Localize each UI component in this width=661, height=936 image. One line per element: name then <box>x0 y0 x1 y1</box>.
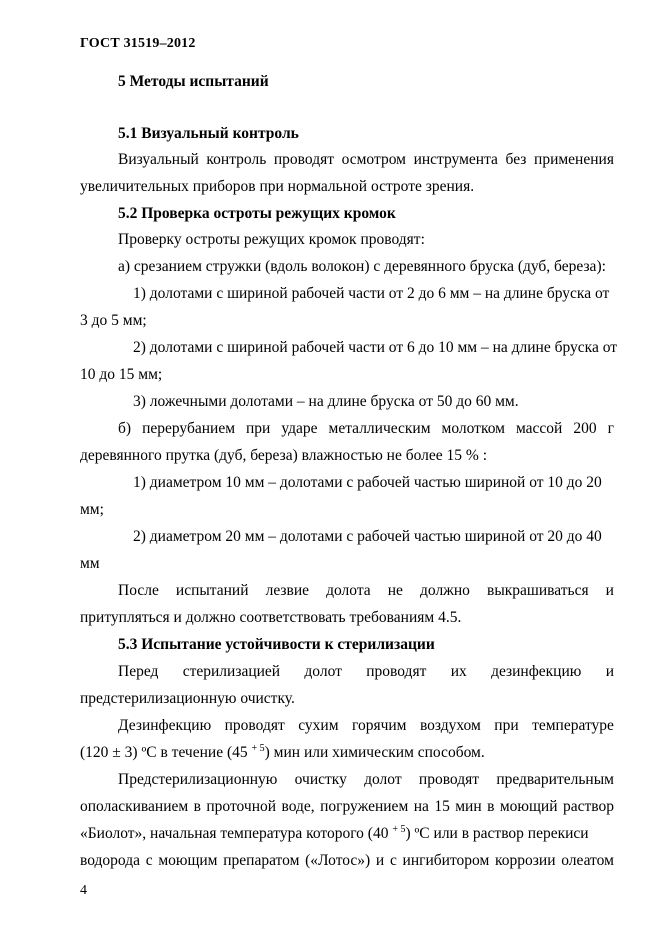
word: на <box>413 798 429 815</box>
word: инструмента <box>413 151 498 168</box>
word: в <box>487 798 495 815</box>
item-a2-line-1: 2) долотами с шириной рабочей части от 6 до 10 мм – на длине бруска от <box>133 339 618 356</box>
word: б) <box>118 420 132 437</box>
word: проводят <box>418 771 480 788</box>
section-5-3-para-1-line-2: предстерилизационную очистку. <box>80 690 295 707</box>
section-5-3-para-3-line-2 <box>80 797 614 817</box>
tolerance-superscript: + 5 <box>251 743 265 754</box>
word: должно <box>420 582 470 599</box>
word: Перед <box>118 663 159 680</box>
word: моющим <box>158 852 218 869</box>
word: долота <box>326 582 371 599</box>
word: и <box>605 582 614 599</box>
word: После <box>118 582 159 599</box>
word: дезинфекцию <box>491 663 582 680</box>
word: проточной <box>206 798 277 815</box>
word: мин <box>455 798 482 815</box>
word: очистку <box>294 771 347 788</box>
word: 15 <box>434 798 450 815</box>
word: контроль <box>206 151 267 168</box>
word: коррозии <box>495 852 556 869</box>
word: и <box>375 852 385 869</box>
section-5-2-title: 5.2 Проверка остроты режущих кромок <box>118 205 396 222</box>
word: выкрашиваться <box>487 582 589 599</box>
word: долот <box>364 771 402 788</box>
word: Предстерилизационную <box>118 771 278 788</box>
word: сухим <box>298 717 339 734</box>
word: водорода <box>80 852 140 869</box>
word: ополаскиванием <box>80 798 189 815</box>
word: Дезинфекцию <box>118 717 212 734</box>
text-run: ) мин или химическим способом. <box>264 744 485 761</box>
item-a2-line-2: 10 до 15 мм; <box>80 366 163 383</box>
item-b1-line-2: мм; <box>80 501 104 518</box>
word: препаратом <box>223 852 300 869</box>
item-b2-line-2: мм <box>80 555 100 572</box>
word: не <box>387 582 403 599</box>
tolerance-superscript: + 5 <box>392 824 406 835</box>
word: с <box>389 852 397 869</box>
word: г <box>607 420 614 437</box>
word: лезвие <box>265 582 310 599</box>
word: («Лотос») <box>305 852 371 869</box>
word: воздухом <box>419 717 481 734</box>
word: перерубанием <box>142 420 236 437</box>
word: стерилизацией <box>182 663 281 680</box>
word: в <box>193 798 201 815</box>
section-5-1-title: 5.1 Визуальный контроль <box>118 125 299 142</box>
after-test-para-line-2: притупляться и должно соответствовать требованиям 4.5. <box>80 609 462 626</box>
word: осмотром <box>341 151 406 168</box>
section-5-3-para-1-line-1 <box>118 662 614 682</box>
word: 200 <box>573 420 597 437</box>
word: Визуальный <box>118 151 199 168</box>
section-5-3-title: 5.3 Испытание устойчивости к стерилизации <box>118 636 435 653</box>
item-b-line-1 <box>118 419 614 439</box>
word: применения <box>534 151 614 168</box>
word: проводят <box>366 663 427 680</box>
word: горячим <box>351 717 407 734</box>
word: ингибитором <box>402 852 490 869</box>
word: при <box>246 420 271 437</box>
item-a3: 3) ложечными долотами – на длине бруска от 50 до 60 мм. <box>133 393 519 410</box>
word: испытаний <box>175 582 249 599</box>
item-a1-line-1: 1) долотами с шириной рабочей части от 2 до 6 мм – на длине бруска от <box>133 285 610 302</box>
word: температуре <box>532 717 614 734</box>
section-5-3-para-3-line-3 <box>80 824 589 844</box>
document-header: ГОСТ 31519–2012 <box>80 36 196 51</box>
word: моющий <box>499 798 558 815</box>
item-b-line-2: деревянного прутка (дуб, береза) влажностью не более 15 % : <box>80 447 488 464</box>
item-b2-line-1: 2) диаметром 20 мм – долотами с рабочей частью шириной от 20 до 40 <box>133 528 602 545</box>
word: раствор <box>562 798 614 815</box>
after-test-para-line-1 <box>118 581 614 601</box>
word: с <box>145 852 153 869</box>
section-5-1-para-line-2: увеличительных приборов при нормальной остроте зрения. <box>80 178 475 195</box>
word: при <box>494 717 519 734</box>
item-a: а) срезанием стружки (вдоль волокон) с деревянного бруска (дуб, береза): <box>118 258 606 275</box>
text-run: ) ºС или в раствор перекиси <box>405 825 589 842</box>
word: долот <box>304 663 342 680</box>
word: погружением <box>320 798 409 815</box>
text-run: (120 ± 3) ºС в течение (45 <box>80 744 252 761</box>
item-a1-line-2: 3 до 5 мм; <box>80 312 147 329</box>
section-5-1-para-line-1 <box>118 150 614 170</box>
text-run: «Биолот», начальная температура которого (40 <box>80 825 393 842</box>
word: металлическим <box>328 420 431 437</box>
word: олеатом <box>561 852 614 869</box>
word: воде, <box>281 798 315 815</box>
word: без <box>505 151 527 168</box>
word: их <box>450 663 467 680</box>
section-5-title: 5 Методы испытаний <box>118 73 269 90</box>
page-number: 4 <box>80 883 87 898</box>
word: проводят <box>273 151 334 168</box>
word: ударе <box>281 420 318 437</box>
word: молотком <box>441 420 505 437</box>
section-5-2-intro: Проверку остроты режущих кромок проводят: <box>118 231 425 248</box>
section-5-3-para-3-line-1 <box>118 770 614 790</box>
section-5-3-para-2-line-2 <box>80 743 485 763</box>
word: предварительным <box>496 771 614 788</box>
word: проводят <box>224 717 285 734</box>
section-5-3-para-3-line-4 <box>80 851 614 871</box>
item-b1-line-1: 1) диаметром 10 мм – долотами с рабочей частью шириной от 10 до 20 <box>133 474 602 491</box>
word: массой <box>515 420 563 437</box>
section-5-3-para-2-line-1 <box>118 716 614 736</box>
word: и <box>605 663 614 680</box>
